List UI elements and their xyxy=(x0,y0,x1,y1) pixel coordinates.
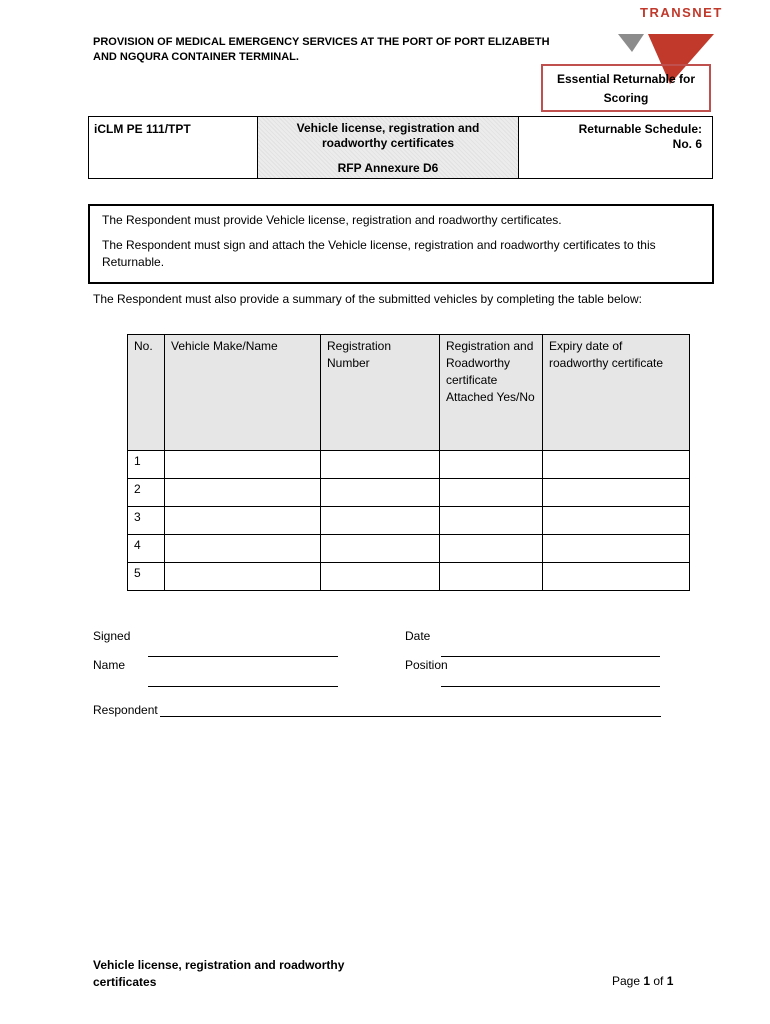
table-row xyxy=(128,535,690,563)
schedule-header-table xyxy=(88,116,713,179)
registration-number-cell[interactable] xyxy=(321,507,440,535)
certificate-attached-cell[interactable] xyxy=(440,507,543,535)
vehicle-make-cell[interactable] xyxy=(165,507,321,535)
vehicle-make-cell[interactable] xyxy=(165,563,321,591)
returnable-schedule-cell xyxy=(519,117,712,178)
document-title-line2: AND NGQURA CONTAINER TERMINAL. xyxy=(93,51,299,63)
certificate-attached-cell[interactable] xyxy=(440,479,543,507)
schedule-subject-line2: roadworthy certificates xyxy=(321,136,455,150)
column-header-reg-number: Registration Number xyxy=(321,335,440,451)
respondent-line[interactable] xyxy=(160,716,661,717)
registration-number-cell[interactable] xyxy=(321,535,440,563)
column-header-attached: Registration and Roadworthy certificate Attached Yes/No xyxy=(440,335,543,451)
date-label: Date xyxy=(405,629,431,643)
table-header-row xyxy=(128,335,690,451)
summary-instruction: The Respondent must also provide a summary of the submitted vehicles by completing the table below: xyxy=(93,292,642,306)
page-current: 1 xyxy=(643,974,651,988)
row-number: 5 xyxy=(128,563,165,591)
certificate-attached-cell[interactable] xyxy=(440,535,543,563)
schedule-annexure: RFP Annexure D6 xyxy=(337,161,439,175)
table-row xyxy=(128,507,690,535)
row-number: 3 xyxy=(128,507,165,535)
vehicle-make-cell[interactable] xyxy=(165,535,321,563)
column-header-expiry: Expiry date of roadworthy certificate xyxy=(543,335,690,451)
name-label: Name xyxy=(93,658,126,672)
schedule-subject-cell xyxy=(258,117,519,178)
instructions-box xyxy=(88,204,714,284)
page-number xyxy=(612,974,673,988)
essential-returnable-line1: Essential Returnable for xyxy=(556,72,696,86)
expiry-date-cell[interactable] xyxy=(543,507,690,535)
expiry-date-cell[interactable] xyxy=(543,451,690,479)
instruction-paragraph-2: The Respondent must sign and attach the Vehicle license, registration and roadworthy certificates to this Returnable. xyxy=(102,238,656,269)
essential-returnable-box xyxy=(541,64,711,112)
signed-label: Signed xyxy=(93,629,131,643)
essential-returnable-line2: Scoring xyxy=(603,91,649,105)
certificate-attached-cell[interactable] xyxy=(440,451,543,479)
respondent-label: Respondent xyxy=(93,703,158,717)
name-line[interactable] xyxy=(148,686,338,687)
page-prefix: Page xyxy=(612,974,644,988)
vehicle-make-cell[interactable] xyxy=(165,479,321,507)
schedule-subject-line1: Vehicle license, registration and xyxy=(296,121,480,135)
vehicle-make-cell[interactable] xyxy=(165,451,321,479)
expiry-date-cell[interactable] xyxy=(543,563,690,591)
transnet-logo-text: TRANSNET xyxy=(640,5,723,20)
row-number: 2 xyxy=(128,479,165,507)
column-header-make: Vehicle Make/Name xyxy=(165,335,321,451)
registration-number-cell[interactable] xyxy=(321,451,440,479)
document-title-line1: PROVISION OF MEDICAL EMERGENCY SERVICES AT THE PORT OF PORT ELIZABETH xyxy=(93,36,550,48)
document-title xyxy=(93,35,613,65)
table-row xyxy=(128,563,690,591)
table-row xyxy=(128,451,690,479)
signed-line[interactable] xyxy=(148,656,338,657)
returnable-schedule-number: No. 6 xyxy=(672,137,702,151)
certificate-attached-cell[interactable] xyxy=(440,563,543,591)
page-of: of xyxy=(650,974,667,988)
schedule-reference: iCLM PE 111/TPT xyxy=(89,117,258,178)
position-label: Position xyxy=(405,658,448,672)
row-number: 4 xyxy=(128,535,165,563)
vehicle-summary-table xyxy=(127,334,690,591)
column-header-no: No. xyxy=(128,335,165,451)
expiry-date-cell[interactable] xyxy=(543,479,690,507)
date-line[interactable] xyxy=(441,656,660,657)
expiry-date-cell[interactable] xyxy=(543,535,690,563)
row-number: 1 xyxy=(128,451,165,479)
page-total: 1 xyxy=(666,974,674,988)
registration-number-cell[interactable] xyxy=(321,563,440,591)
footer-document-name: Vehicle license, registration and roadworthy certificates xyxy=(93,958,345,989)
position-line[interactable] xyxy=(441,686,660,687)
returnable-schedule-label: Returnable Schedule: xyxy=(578,122,702,136)
registration-number-cell[interactable] xyxy=(321,479,440,507)
instruction-paragraph-1: The Respondent must provide Vehicle license, registration and roadworthy certificates. xyxy=(102,213,562,227)
table-row xyxy=(128,479,690,507)
